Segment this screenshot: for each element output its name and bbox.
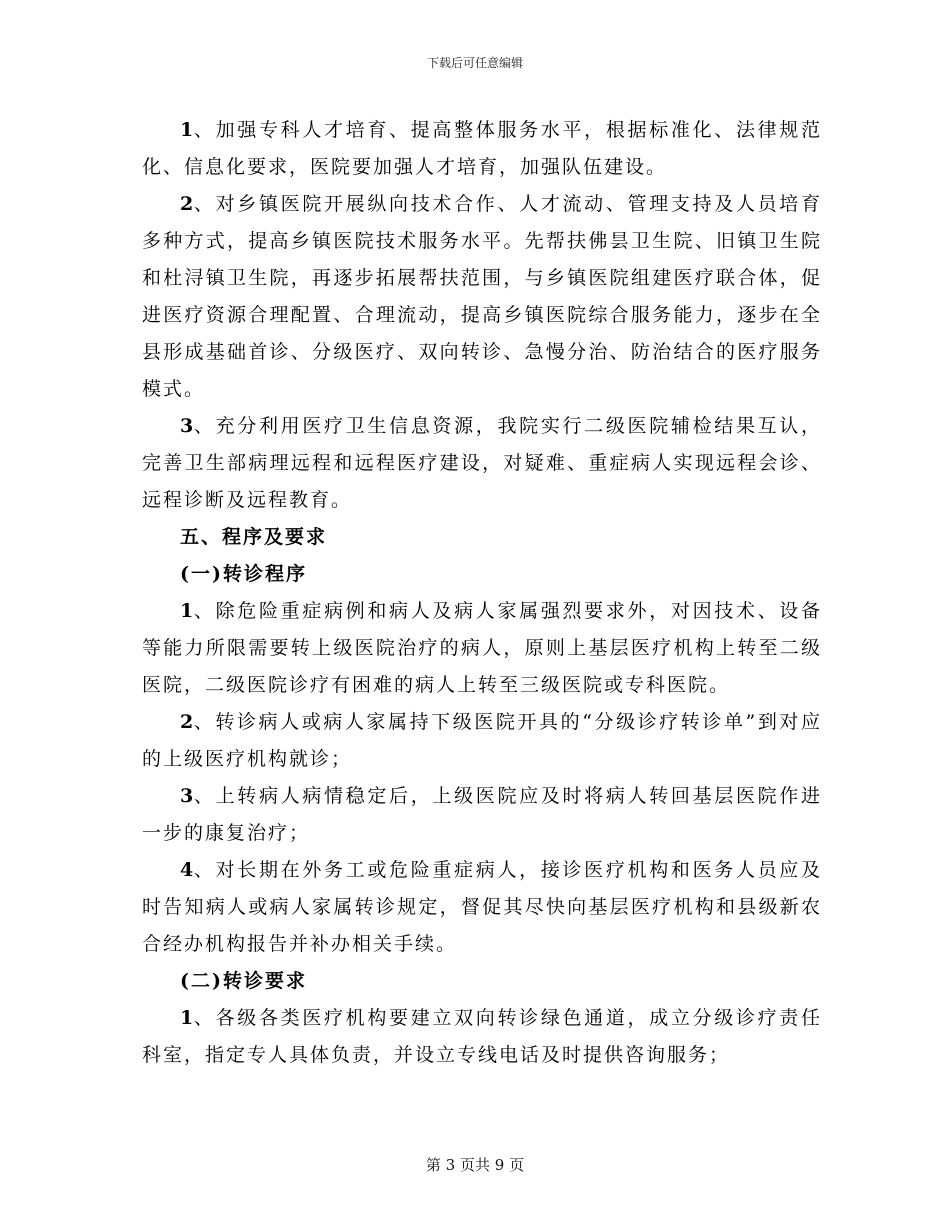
paragraph-5: 2、转诊病人或病人家属持下级医院开具的“分级诊疗转诊单”到对应的上级医疗机构就诊； [142, 711, 822, 770]
paragraph-4: 1、除危险重症病例和病人及病人家属强烈要求外，对因技术、设备等能力所限需要转上级医院治疗的病人，原则上基层医疗机构上转至二级医院，二级医院诊疗有困难的病人上转至三级医院或专科医院。 [142, 600, 822, 696]
paragraph-3: 3、充分利用医疗卫生信息资源，我院实行二级医院辅检结果互认，完善卫生部病理远程和远程医疗建设，对疑难、重症病人实现远程会诊、远程诊断及远程教育。 [142, 415, 822, 511]
section-heading-5: 五、程序及要求 [180, 526, 328, 548]
paragraph-1: 1、加强专科人才培育、提高整体服务水平，根据标准化、法律规范化、信息化要求，医院要加强人才培育，加强队伍建设。 [142, 119, 822, 178]
page-footer: 第 3 页共 9 页 [425, 1156, 525, 1174]
paragraph-6: 3、上转病人病情稳定后，上级医院应及时将病人转回基层医院作进一步的康复治疗； [142, 785, 822, 844]
page-header: 下载后可任意编辑 [426, 56, 523, 70]
subsection-heading-2: (二)转诊要求 [180, 970, 307, 992]
document-body [142, 112, 822, 1074]
paragraph-7: 4、对长期在外务工或危险重症病人，接诊医疗机构和医务人员应及时告知病人或病人家属转诊规定，督促其尽快向基层医疗机构和县级新农合经办机构报告并补办相关手续。 [142, 859, 822, 955]
subsection-heading-1: (一)转诊程序 [180, 563, 307, 585]
paragraph-2: 2、对乡镇医院开展纵向技术合作、人才流动、管理支持及人员培育多种方式，提高乡镇医院技术服务水平。先帮扶佛昙卫生院、旧镇卫生院和杜浔镇卫生院，再逐步拓展帮扶范围，与乡镇医院组建医疗联合体，促进医疗资源合理配置、合理流动，提高乡镇医院综合服务能力，逐步在全县形成基础首诊、分级医疗、双向转诊、急慢分治、防治结合的医疗服务模式。 [142, 193, 822, 400]
paragraph-8: 1、各级各类医疗机构要建立双向转诊绿色通道，成立分级诊疗责任科室，指定专人具体负责，并设立专线电话及时提供咨询服务； [142, 1007, 822, 1066]
